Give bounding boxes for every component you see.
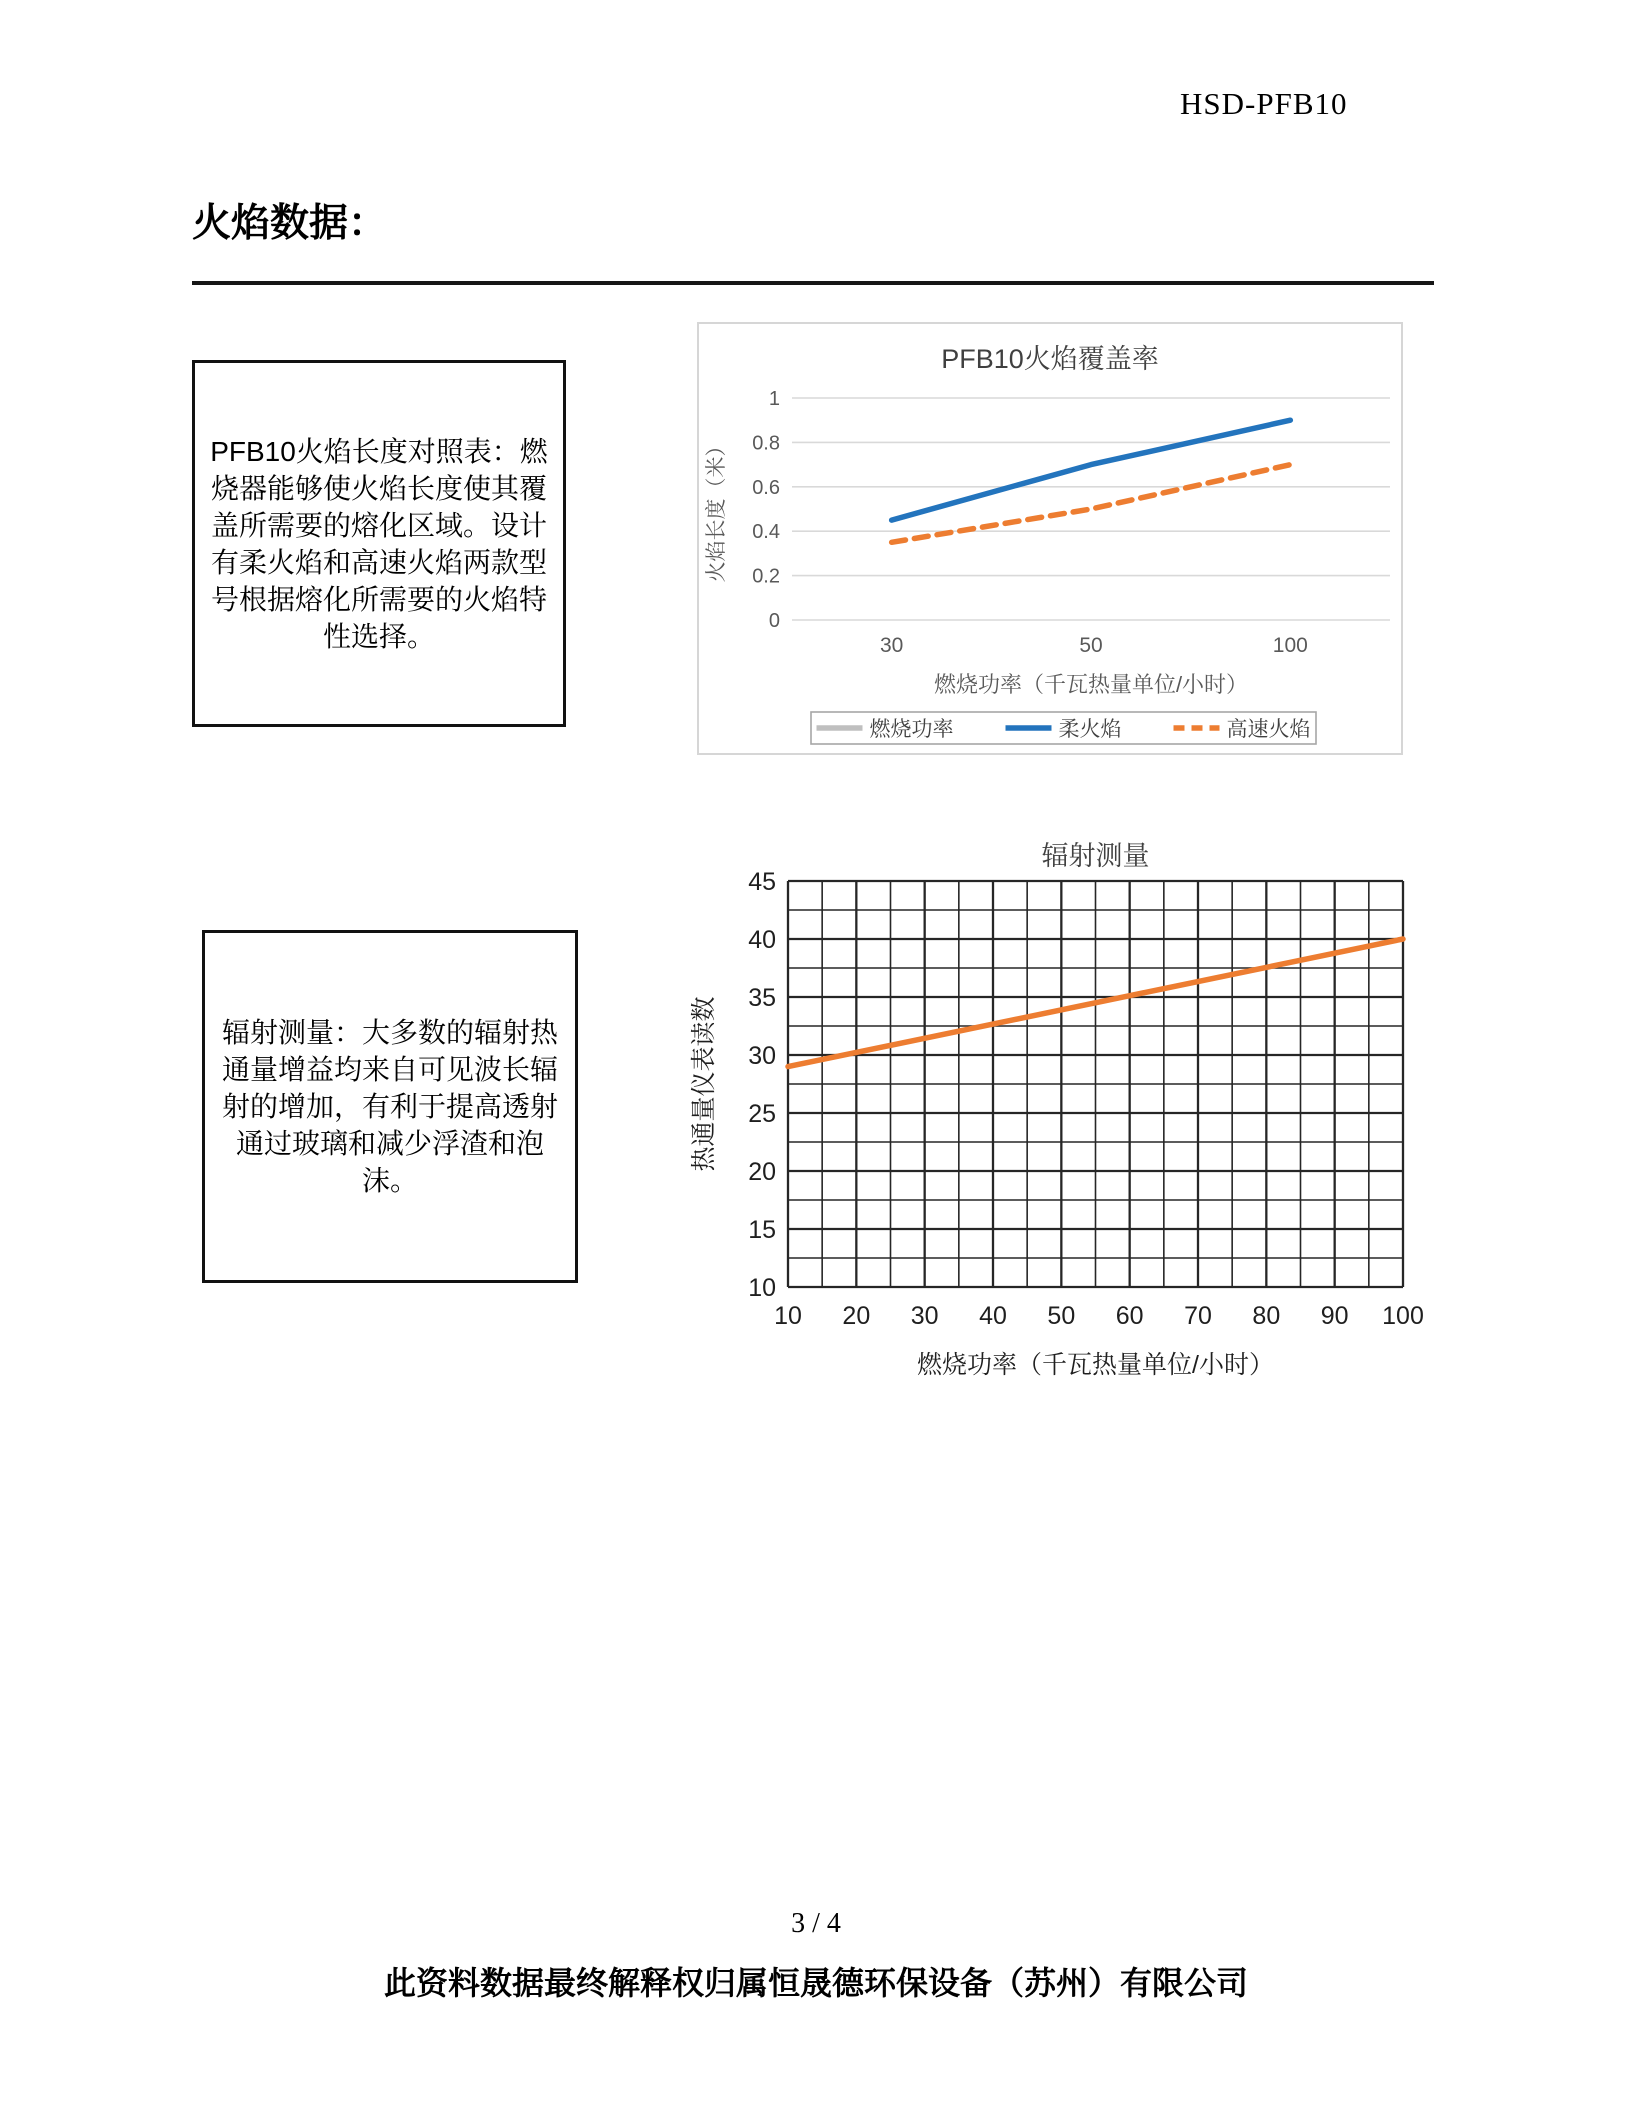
footer-note: 此资料数据最终解释权归属恒晟德环保设备（苏州）有限公司: [383, 1965, 1248, 2001]
y-tick-label: 25: [748, 1100, 776, 1128]
note-box-radiation: [202, 930, 578, 1283]
y-tick-label: 20: [748, 1158, 776, 1186]
chart-title: 辐射测量: [1041, 841, 1150, 871]
y-tick-label: 45: [748, 868, 776, 896]
legend-label: 柔火焰: [1058, 718, 1122, 741]
gridlines: [788, 881, 1403, 1287]
y-axis-title: 热通量仪表读数: [690, 996, 718, 1172]
x-tick-label: 30: [910, 1302, 939, 1330]
note-text-radiation: 辐射测量：大多数的辐射热通量增益均来自可见波长辐射的增加，有利于提高透射通过玻璃和减少浮渣和泡沫。: [221, 1017, 558, 1196]
y-axis-title: 火焰长度（米）: [705, 435, 728, 583]
radiation-chart: [690, 838, 1440, 1383]
x-tick-label: 50: [1079, 634, 1103, 657]
title-underline: [192, 281, 1434, 285]
x-tick-label: 30: [879, 634, 904, 657]
note-box-flame-length: [192, 360, 566, 727]
document-code: HSD-PFB10: [1180, 86, 1348, 121]
y-tick-label: 0.6: [752, 476, 780, 499]
x-tick-label: 100: [1382, 1302, 1424, 1330]
note-text-flame-length: PFB10火焰长度对照表：燃烧器能够使火焰长度使其覆盖所需要的熔化区域。设计有柔火焰和高速火焰两款型号根据熔化所需要的火焰特性选择。: [210, 435, 548, 652]
y-tick-label: 35: [748, 984, 776, 1012]
y-tick-label: 0.2: [752, 565, 780, 588]
x-tick-label: 90: [1320, 1302, 1349, 1330]
x-axis-title: 燃烧功率（千瓦热量单位/小时）: [917, 1351, 1274, 1379]
x-tick-label: 50: [1047, 1302, 1076, 1330]
x-tick-label: 10: [774, 1302, 802, 1330]
x-tick-label: 60: [1115, 1302, 1144, 1330]
x-tick-label: 40: [979, 1302, 1007, 1330]
y-tick-label: 0.4: [752, 521, 780, 544]
page-title: 火焰数据：: [192, 202, 388, 245]
x-tick-label: 100: [1272, 634, 1308, 657]
y-tick-label: 30: [748, 1042, 776, 1070]
x-tick-label: 20: [842, 1302, 871, 1330]
legend-label: 高速火焰: [1226, 718, 1311, 741]
y-tick-label: 40: [748, 926, 776, 954]
y-tick-label: 10: [748, 1274, 776, 1302]
chart-title: PFB10火焰覆盖率: [941, 344, 1159, 374]
flame-coverage-chart: [697, 322, 1403, 755]
page-number: 3 / 4: [791, 1908, 841, 1939]
y-tick-label: 15: [748, 1216, 776, 1244]
x-tick-label: 80: [1252, 1302, 1281, 1330]
legend-label: 燃烧功率: [869, 718, 954, 741]
x-tick-label: 70: [1184, 1302, 1212, 1330]
y-tick-label: 1: [768, 388, 780, 410]
x-axis-title: 燃烧功率（千瓦热量单位/小时）: [933, 672, 1249, 697]
y-tick-label: 0: [768, 610, 780, 632]
y-tick-label: 0.8: [752, 432, 780, 455]
